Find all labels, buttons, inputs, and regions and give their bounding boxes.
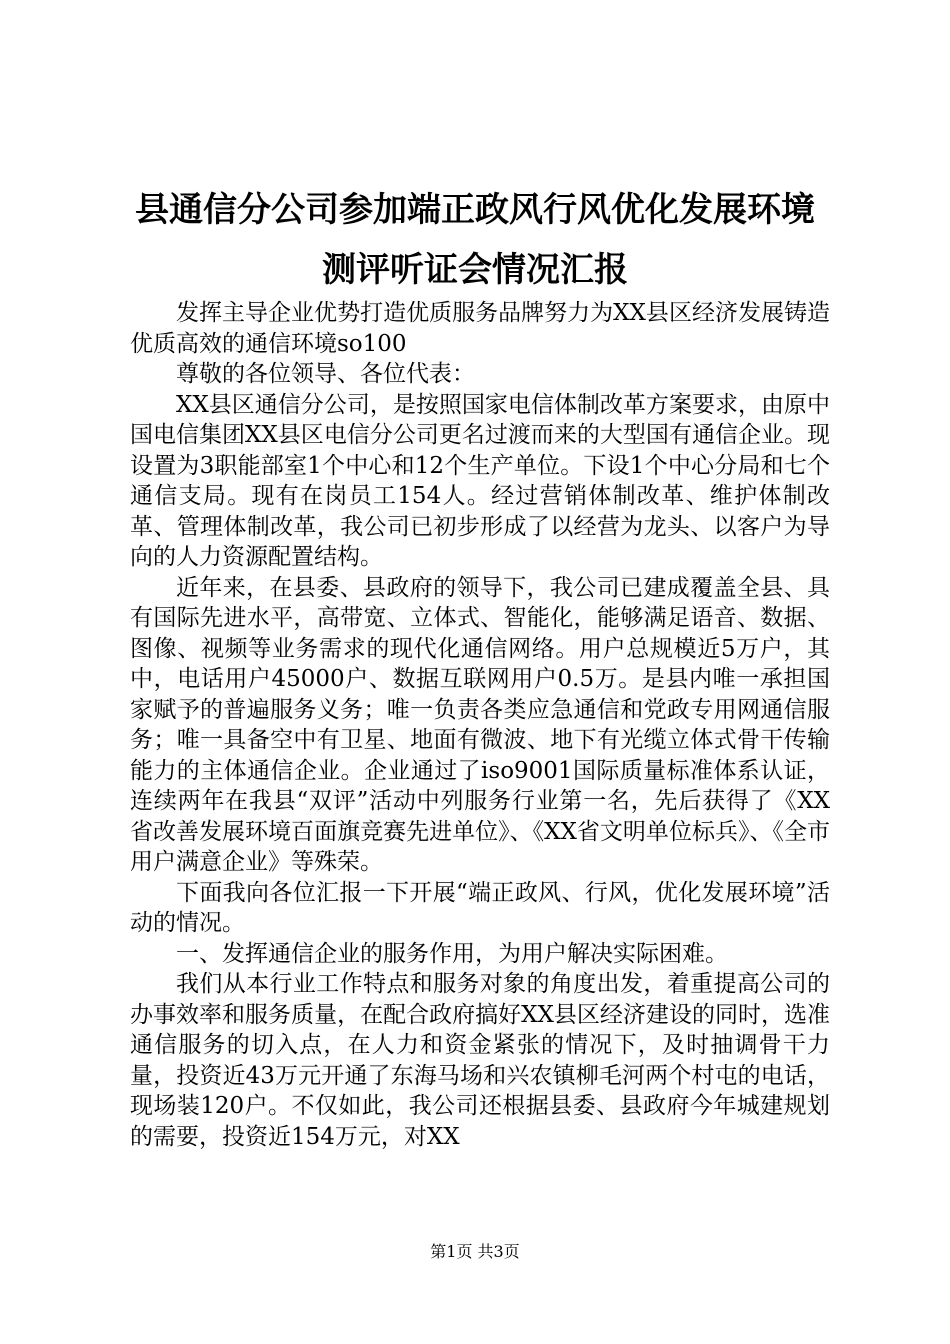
document-body xyxy=(130,298,830,1152)
section-heading-1: 一、发挥通信企业的服务作用，为用户解决实际困难。 xyxy=(176,940,728,967)
paragraph-report-intro: 下面我向各位汇报一下开展“端正政风、行风，优化发展环境”活动的情况。 xyxy=(130,879,830,936)
paragraph-company-intro: XX县区通信分公司，是按照国家电信体制改革方案要求，由原中国电信集团XX县区电信分公司更名过渡而来的大型国有通信企业。现设置为3职能部室1个中心和12个生产单位。下设1个中心分局和七个通信支局。现有在岗员工154人。经过营销体制改革、维护体制改革、管理体制改革，我公司已初步形成了以经营为龙头、以客户为导向的人力资源配置结构。 xyxy=(130,391,830,570)
paragraph-network-overview: 近年来，在县委、县政府的领导下，我公司已建成覆盖全县、具有国际先进水平，高带宽、立体式、智能化，能够满足语音、数据、图像、视频等业务需求的现代化通信网络。用户总规模近5万户，其中，电话用户45000户、数据互联网用户0.5万。是县内唯一承担国家赋予的普遍服务义务；唯一负责各类应急通信和党政专用网通信服务；唯一具备空中有卫星、地面有微波、地下有光缆立体式骨干传输能力的主体通信企业。企业通过了iso9001国际质量标准体系认证，连续两年在我县“双评”活动中列服务行业第一名，先后获得了《XX省改善发展环境百面旗竞赛先进单位》、《XX省文明单位标兵》、《全市用户满意企业》等殊荣。 xyxy=(130,574,830,875)
paragraph-service-efforts: 我们从本行业工作特点和服务对象的角度出发，着重提高公司的办事效率和服务质量，在配合政府搞好XX县区经济建设的同时，选准通信服务的切入点，在人力和资金紧张的情况下，及时抽调骨干力量，投资近43万元开通了东海马场和兴农镇柳毛河两个村屯的电话，现场装120户。不仅如此，我公司还根据县委、县政府今年城建规划的需要，投资近154万元，对XX xyxy=(130,971,830,1150)
document-title-line-1: 县通信分公司参加端正政风行风优化发展环境 xyxy=(135,190,815,230)
paragraph-subtitle: 发挥主导企业优势打造优质服务品牌努力为XX县区经济发展铸造优质高效的通信环境so100 xyxy=(130,300,830,357)
document-title-line-2: 测评听证会情况汇报 xyxy=(322,250,628,290)
page-footer: 第1页 共3页 xyxy=(430,1242,520,1261)
paragraph-salutation: 尊敬的各位领导、各位代表： xyxy=(176,361,475,387)
